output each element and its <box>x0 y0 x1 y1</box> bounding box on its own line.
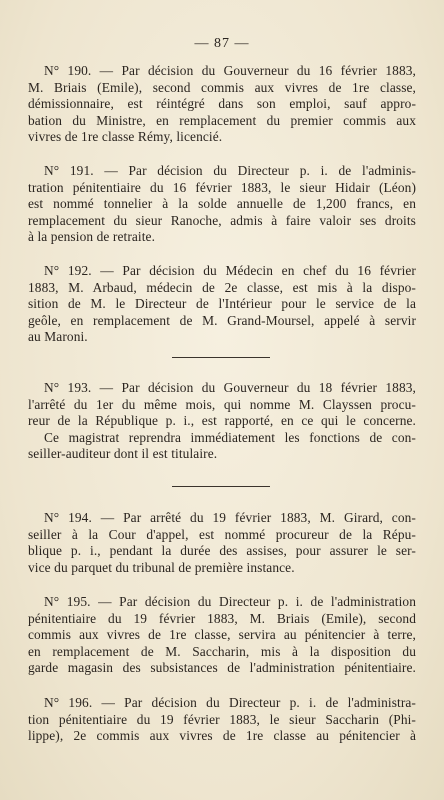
entry-line: N° 193. — Par décision du Gouverneur du 18 février 1883, <box>44 380 416 395</box>
entry-line: lippe), 2e commis aux vivres de 1re classe au pénitencier à <box>28 728 416 743</box>
entry-195 <box>28 594 416 677</box>
entry-line: tion pénitentiaire du 19 février 1883, le sieur Saccharin (Phi- <box>28 711 416 727</box>
entry-line: N° 194. — Par arrêté du 19 février 1883, M. Girard, con- <box>44 510 416 525</box>
page-number: — 87 — <box>194 36 250 51</box>
entry-line: en remplacement de M. Saccharin, mis à la disposition du <box>28 643 416 659</box>
entry-194 <box>28 510 416 576</box>
entry-line: N° 195. — Par décision du Directeur p. i. de l'administration <box>44 594 416 609</box>
entry-line: seiller à la Cour d'appel, est nommé procureur de la Répu- <box>28 526 416 542</box>
entry-line: à la pension de retraite. <box>28 229 156 244</box>
entry-line: N° 190. — Par décision du Gouverneur du 16 février 1883, <box>44 63 416 78</box>
entry-line: seiller-auditeur dont il est titulaire. <box>28 446 218 461</box>
entry-line: geôle, en remplacement de M. Grand-Moursel, appelé à servir <box>28 312 416 328</box>
entry-line: Ce magistrat reprendra immédiatement les fonctions de con- <box>44 429 416 445</box>
entry-190 <box>28 63 416 146</box>
entry-line: N° 191. — Par décision du Directeur p. i. de l'adminis- <box>44 163 416 178</box>
entry-line: N° 196. — Par décision du Directeur p. i. de l'administra- <box>44 695 416 710</box>
entry-191 <box>28 163 416 246</box>
entry-line: reur de la République p. i., est rapporté, en ce qui le concerne. <box>28 413 416 428</box>
entry-line: tration pénitentiaire du 16 février 1883, le sieur Hidair (Léon) <box>28 179 416 195</box>
entry-192 <box>28 263 416 346</box>
entry-line: commis aux vivres de 1re classe, servira au pénitencier à terre, <box>28 627 416 642</box>
entry-line: l'arrêté du 1er du même mois, qui nomme M. Clayssen procu- <box>28 396 416 412</box>
entry-line: sition de M. le Directeur de l'Intérieur pour le service de la <box>28 296 416 311</box>
entry-196 <box>28 695 416 745</box>
entry-line: vivres de 1re classe Rémy, licencié. <box>28 129 223 144</box>
entry-line: garde magasin des subsistances de l'administration pénitentiaire. <box>28 660 416 675</box>
entry-line: au Maroni. <box>28 329 88 344</box>
entry-line: démissionnaire, est réintégré dans son emploi, sauf appro- <box>28 96 416 111</box>
entry-line: 1883, M. Arbaud, médecin de 2e classe, est mis à la dispo- <box>28 279 416 295</box>
section-divider <box>172 357 270 358</box>
entry-line: N° 192. — Par décision du Médecin en chef du 16 février <box>44 263 416 278</box>
entry-line: M. Briais (Emile), second commis aux vivres de 1re classe, <box>28 79 416 95</box>
section-divider <box>172 486 270 487</box>
entry-line: vice du parquet du tribunal de première instance. <box>28 559 295 575</box>
entry-line: est nommé tonnelier à la solde annuelle de 1,200 francs, en <box>28 196 416 211</box>
entry-193 <box>28 380 416 463</box>
entry-line: blique p. i., pendant la durée des assises, pour assurer le ser- <box>28 543 416 558</box>
entry-line: bation du Ministre, en remplacement du premier commis aux <box>28 112 416 128</box>
entry-line: remplacement du sieur Ranoche, admis à faire valoir ses droits <box>28 212 416 228</box>
entry-line: pénitentiaire du 19 février 1883, M. Briais (Emile), second <box>28 610 416 626</box>
